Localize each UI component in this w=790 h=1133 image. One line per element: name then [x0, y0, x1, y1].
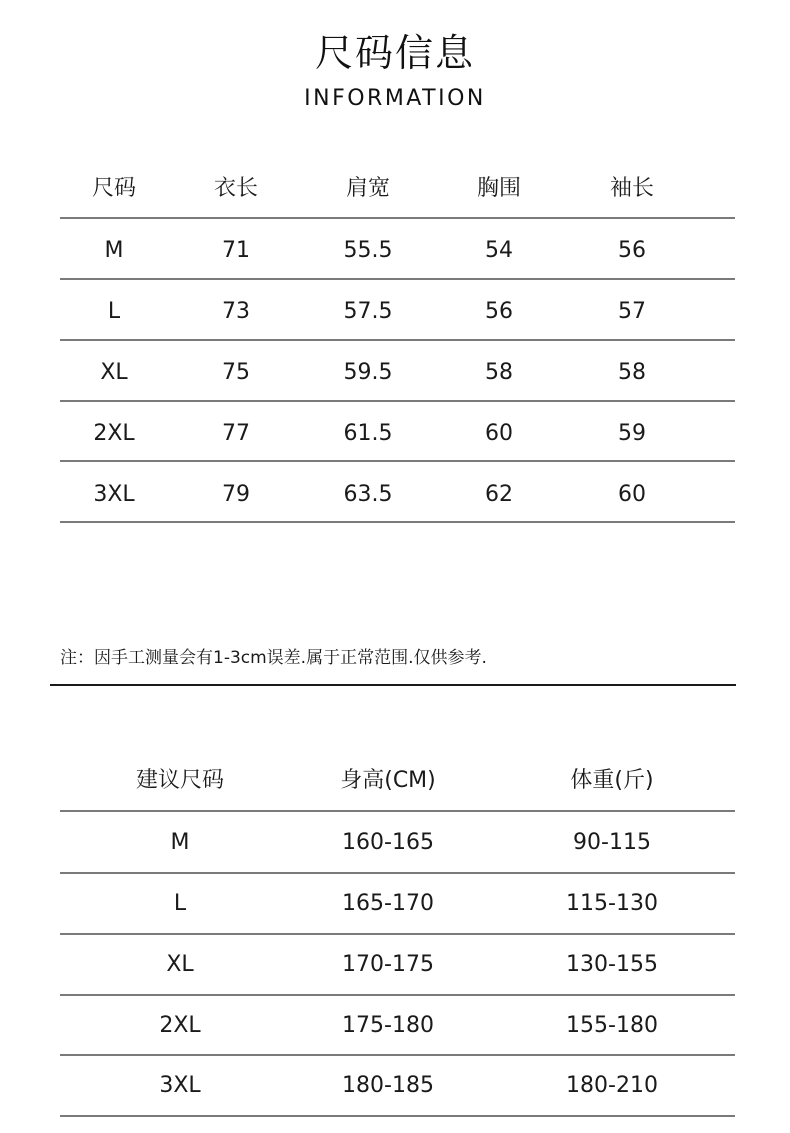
- chest-cell: 62: [485, 482, 513, 507]
- measurement-note: 注：因手工测量会有1-3cm误差.属于正常范围.仅供参考.: [60, 648, 487, 668]
- table-row: [0, 464, 790, 525]
- chest-cell: 54: [485, 238, 513, 263]
- weight-cell: 180-210: [566, 1073, 658, 1098]
- height-cell: 165-170: [342, 891, 434, 916]
- shoulder-cell: 57.5: [343, 299, 393, 324]
- length-cell: 73: [222, 299, 250, 324]
- recommend-size-cell: 3XL: [159, 1073, 201, 1098]
- table-row: [0, 1055, 790, 1116]
- table-rule: [60, 339, 735, 341]
- size-header-shoulder: 肩宽: [345, 176, 390, 201]
- size-table-header: [0, 158, 790, 219]
- size-cell: M: [104, 238, 124, 263]
- weight-cell: 130-155: [566, 952, 658, 977]
- table-row: [0, 281, 790, 342]
- shoulder-cell: 63.5: [343, 482, 393, 507]
- page-subtitle: INFORMATION: [304, 86, 486, 111]
- table-row: [0, 873, 790, 934]
- page-title: 尺码信息: [314, 31, 475, 75]
- table-rule: [60, 217, 735, 219]
- table-row: [0, 220, 790, 281]
- height-cell: 170-175: [342, 952, 434, 977]
- shoulder-cell: 55.5: [343, 238, 393, 263]
- recommend-size-cell: 2XL: [159, 1013, 201, 1038]
- size-cell: 2XL: [93, 421, 135, 446]
- shoulder-cell: 61.5: [343, 421, 393, 446]
- table-row: [0, 934, 790, 995]
- sleeve-cell: 56: [618, 238, 646, 263]
- section-divider: [50, 684, 736, 686]
- length-cell: 77: [222, 421, 250, 446]
- size-header-chest: 胸围: [476, 176, 521, 201]
- recommend-table-header: [0, 750, 790, 811]
- recommend-size-cell: L: [173, 891, 187, 916]
- sleeve-cell: 58: [618, 360, 646, 385]
- recommend-header-weight: 体重(斤): [570, 768, 654, 793]
- table-rule: [60, 1115, 735, 1117]
- weight-cell: 155-180: [566, 1013, 658, 1038]
- table-rule: [60, 400, 735, 402]
- chest-cell: 58: [485, 360, 513, 385]
- size-cell: 3XL: [93, 482, 135, 507]
- sleeve-cell: 57: [618, 299, 646, 324]
- sleeve-cell: 59: [618, 421, 646, 446]
- table-rule: [60, 278, 735, 280]
- table-rule: [60, 460, 735, 462]
- height-cell: 160-165: [342, 830, 434, 855]
- weight-cell: 90-115: [573, 830, 651, 855]
- weight-cell: 115-130: [566, 891, 658, 916]
- length-cell: 75: [222, 360, 250, 385]
- recommend-size-cell: M: [170, 830, 190, 855]
- size-header-size: 尺码: [91, 176, 136, 201]
- chest-cell: 56: [485, 299, 513, 324]
- size-header-sleeve: 袖长: [609, 176, 654, 201]
- table-row: [0, 342, 790, 403]
- recommend-header-height: 身高(CM): [340, 768, 436, 793]
- height-cell: 175-180: [342, 1013, 434, 1038]
- length-cell: 79: [222, 482, 250, 507]
- table-row: [0, 812, 790, 873]
- length-cell: 71: [222, 238, 250, 263]
- height-cell: 180-185: [342, 1073, 434, 1098]
- table-row: [0, 995, 790, 1056]
- recommend-header-size: 建议尺码: [135, 768, 224, 793]
- size-cell: XL: [100, 360, 128, 385]
- table-row: [0, 403, 790, 464]
- sleeve-cell: 60: [618, 482, 646, 507]
- shoulder-cell: 59.5: [343, 360, 393, 385]
- size-header-length: 衣长: [213, 176, 258, 201]
- recommend-size-cell: XL: [166, 952, 194, 977]
- table-rule: [60, 521, 735, 523]
- size-cell: L: [107, 299, 121, 324]
- chest-cell: 60: [485, 421, 513, 446]
